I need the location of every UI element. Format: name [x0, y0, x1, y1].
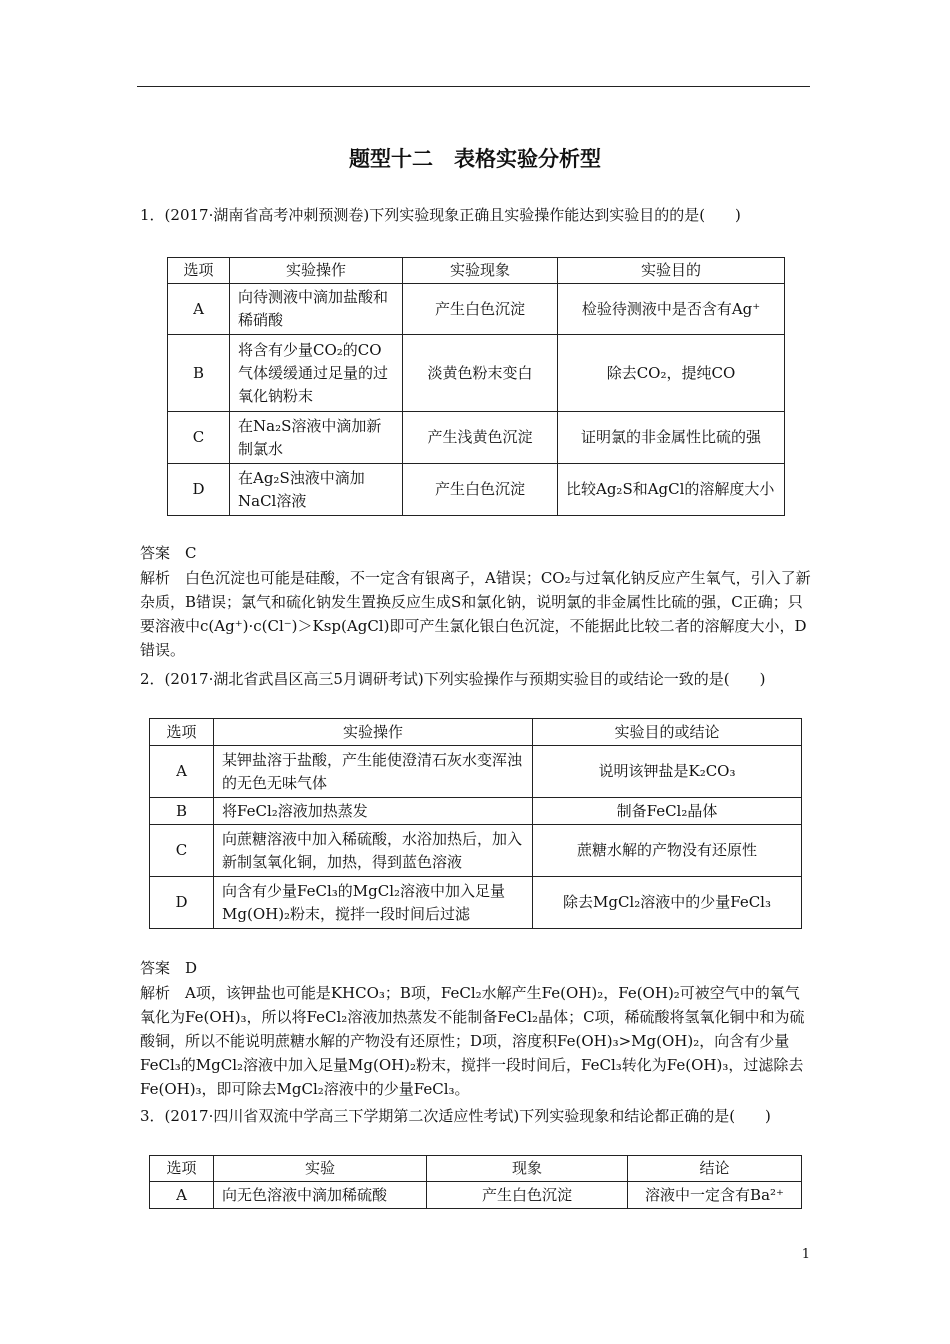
table-row: [150, 746, 802, 798]
table-row: [168, 464, 785, 516]
header-rule: [137, 86, 810, 87]
goal-cell: 证明氯的非金属性比硫的强: [558, 412, 785, 464]
phenomenon-cell: 产生白色沉淀: [403, 284, 558, 335]
question-1-analysis: 解析 白色沉淀也可能是硅酸，不一定含有银离子，A错误；CO₂与过氧化钠反应产生氧气，引入了新杂质，B错误；氯气和硫化钠发生置换反应生成S和氯化钠，说明氯的非金属性比硫的强，C正确；只要溶液中c(Ag⁺)·c(Cl⁻)＞Ksp(AgCl)即可产生氯化银白色沉淀，不能据此比较二者的溶解度大小，D错误。: [140, 569, 811, 659]
operation-cell: 向待测液中滴加盐酸和稀硝酸: [230, 284, 403, 335]
header-goal: 实验目的: [558, 258, 785, 284]
question-2-table: [149, 718, 802, 929]
option-cell: B: [168, 335, 230, 412]
page-number: 1: [801, 1247, 810, 1262]
table-row: [150, 798, 802, 825]
table-header-row: [150, 1156, 802, 1182]
goal-cell: 蔗糖水解的产物没有还原性: [533, 825, 802, 877]
goal-cell: 制备FeCl₂晶体: [533, 798, 802, 825]
operation-cell: 某钾盐溶于盐酸，产生能使澄清石灰水变浑浊的无色无味气体: [214, 746, 533, 798]
goal-cell: 比较Ag₂S和AgCl的溶解度大小: [558, 464, 785, 516]
phenomenon-cell: 产生白色沉淀: [427, 1182, 628, 1209]
goal-cell: 除去MgCl₂溶液中的少量FeCl₃: [533, 877, 802, 929]
phenomenon-cell: 产生白色沉淀: [403, 464, 558, 516]
header-option: 选项: [168, 258, 230, 284]
question-3-stem: 3．(2017·四川省双流中学高三下学期第二次适应性考试)下列实验现象和结论都正确的是( ): [140, 1107, 771, 1125]
table-row: [150, 1182, 802, 1209]
goal-cell: 说明该钾盐是K₂CO₃: [533, 746, 802, 798]
table-row: [168, 412, 785, 464]
option-cell: C: [168, 412, 230, 464]
operation-cell: 在Na₂S溶液中滴加新制氯水: [230, 412, 403, 464]
question-2-stem: 2．(2017·湖北省武昌区高三5月调研考试)下列实验操作与预期实验目的或结论一致的是( ): [140, 670, 766, 688]
header-phenomenon: 实验现象: [403, 258, 558, 284]
operation-cell: 向蔗糖溶液中加入稀硫酸，水浴加热后，加入新制氢氧化铜，加热，得到蓝色溶液: [214, 825, 533, 877]
header-option: 选项: [150, 1156, 214, 1182]
table-row: [150, 877, 802, 929]
table-row: [150, 825, 802, 877]
question-3-table: [149, 1155, 802, 1209]
option-cell: D: [150, 877, 214, 929]
question-2-answer: 答案 D: [140, 959, 198, 977]
header-experiment: 实验: [214, 1156, 427, 1182]
operation-cell: 向含有少量FeCl₃的MgCl₂溶液中加入足量Mg(OH)₂粉末，搅拌一段时间后过滤: [214, 877, 533, 929]
table-header-row: [150, 719, 802, 746]
conclusion-cell: 溶液中一定含有Ba²⁺: [628, 1182, 802, 1209]
phenomenon-cell: 淡黄色粉末变白: [403, 335, 558, 412]
option-cell: A: [168, 284, 230, 335]
table-row: [168, 284, 785, 335]
question-1-answer: 答案 C: [140, 544, 197, 562]
header-conclusion: 结论: [628, 1156, 802, 1182]
operation-cell: 将FeCl₂溶液加热蒸发: [214, 798, 533, 825]
operation-cell: 在Ag₂S浊液中滴加NaCl溶液: [230, 464, 403, 516]
header-goal: 实验目的或结论: [533, 719, 802, 746]
page-title: 题型十二 表格实验分析型: [349, 147, 601, 171]
goal-cell: 除去CO₂，提纯CO: [558, 335, 785, 412]
experiment-cell: 向无色溶液中滴加稀硫酸: [214, 1182, 427, 1209]
option-cell: A: [150, 746, 214, 798]
header-option: 选项: [150, 719, 214, 746]
operation-cell: 将含有少量CO₂的CO气体缓缓通过足量的过氧化钠粉末: [230, 335, 403, 412]
question-1-stem: 1．(2017·湖南省高考冲刺预测卷)下列实验现象正确且实验操作能达到实验目的的是( ): [140, 206, 741, 224]
option-cell: D: [168, 464, 230, 516]
table-header-row: [168, 258, 785, 284]
header-operation: 实验操作: [230, 258, 403, 284]
header-phenomenon: 现象: [427, 1156, 628, 1182]
option-cell: C: [150, 825, 214, 877]
phenomenon-cell: 产生浅黄色沉淀: [403, 412, 558, 464]
table-row: [168, 335, 785, 412]
option-cell: B: [150, 798, 214, 825]
question-2-analysis: 解析 A项，该钾盐也可能是KHCO₃；B项，FeCl₂水解产生Fe(OH)₂，Fe(OH)₂可被空气中的氧气氧化为Fe(OH)₃，所以将FeCl₂溶液加热蒸发不能制备FeCl₂晶体；C项，稀硫酸将氢氧化铜中和为硫酸铜，所以不能说明蔗糖水解的产物没有还原性；D项，溶度积Fe(OH)₃>Mg(OH)₂，向含有少量FeCl₃的MgCl₂溶液中加入足量Mg(OH)₂粉末，搅拌一段时间后，FeCl₃转化为Fe(OH)₃，过滤除去Fe(OH)₃，即可除去MgCl₂溶液中的少量FeCl₃。: [140, 984, 805, 1098]
goal-cell: 检验待测液中是否含有Ag⁺: [558, 284, 785, 335]
header-operation: 实验操作: [214, 719, 533, 746]
question-1-table: [167, 257, 785, 516]
option-cell: A: [150, 1182, 214, 1209]
